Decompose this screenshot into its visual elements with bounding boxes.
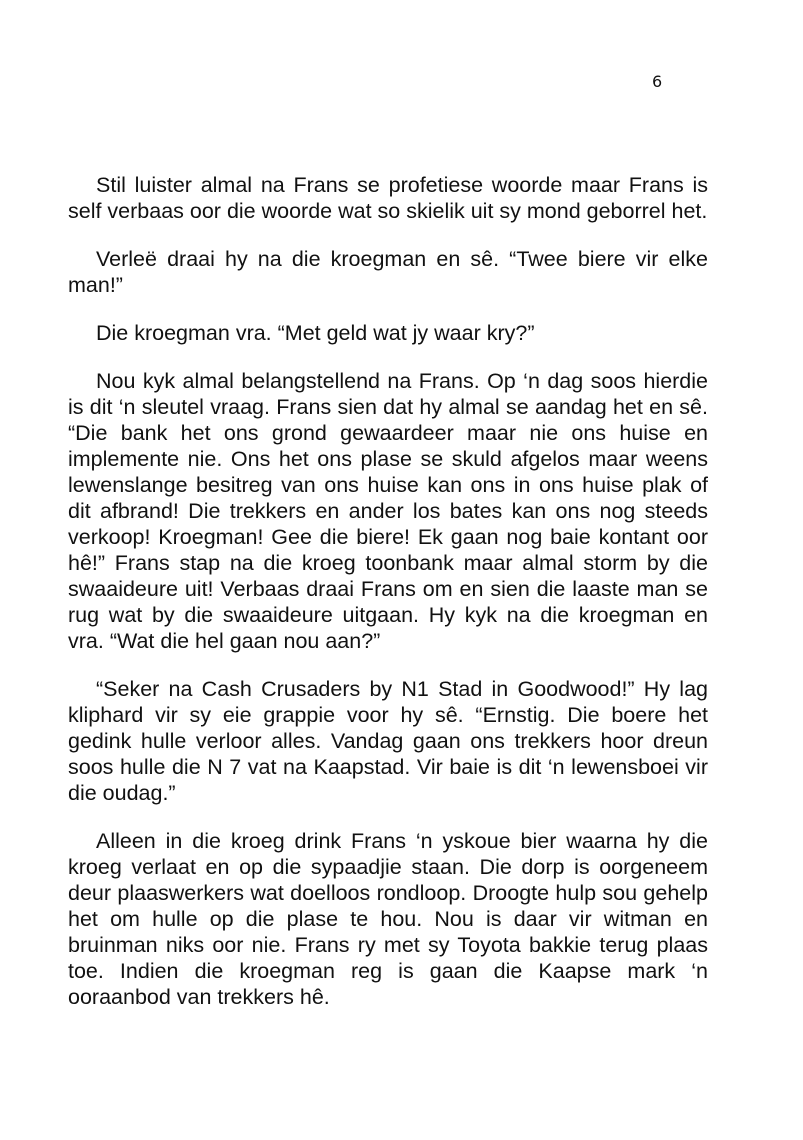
paragraph-2: Verleë draai hy na die kroegman en sê. “Twee biere vir elke man!” [68, 247, 708, 297]
paragraph-1: Stil luister almal na Frans se profetiese woorde maar Frans is self verbaas oor die woorde wat so skielik uit sy mond geborrel het. [68, 173, 708, 223]
paragraph-5: “Seker na Cash Crusaders by N1 Stad in Goodwood!” Hy lag kliphard vir sy eie grappie voor hy sê. “Ernstig. Die boere het gedink hulle verloor alles. Vandag gaan ons trekkers hoor dreun soos hulle die N 7 vat na Kaapstad. Vir baie is dit ‘n lewensboei vir die oudag.” [68, 677, 708, 805]
paragraph-6: Alleen in die kroeg drink Frans ‘n yskoue bier waarna hy die kroeg verlaat en op die sypaadjie staan. Die dorp is oorgeneem deur plaaswerkers wat doelloos rondloop. Droogte hulp sou gehelp het om hulle op die plase te hou. Nou is daar vir witman en bruinman niks oor nie. Frans ry met sy Toyota bakkie terug plaas toe. Indien die kroegman reg is gaan die Kaapse mark ‘n ooraanbod van trekkers hê. [68, 829, 708, 1009]
page-number: 6 [652, 72, 663, 91]
body-text [68, 172, 708, 1032]
paragraph-3: Die kroegman vra. “Met geld wat jy waar kry?” [96, 321, 535, 345]
paragraph-4: Nou kyk almal belangstellend na Frans. Op ‘n dag soos hierdie is dit ‘n sleutel vraag. Frans sien dat hy almal se aandag het en sê. “Die bank het ons grond gewaardeer maar nie ons huise en implemente nie. Ons het ons plase se skuld afgelos maar weens lewenslange besitreg van ons huise kan ons in ons huise plak of dit afbrand! Die trekkers en ander los bates kan ons nog steeds verkoop! Kroegman! Gee die biere! Ek gaan nog baie kontant oor hê!” Frans stap na die kroeg toonbank maar almal storm by die swaaideure uit! Verbaas draai Frans om en sien die laaste man se rug wat by die swaaideure uitgaan. Hy kyk na die kroegman en vra. “Wat die hel gaan nou aan?” [68, 369, 708, 653]
